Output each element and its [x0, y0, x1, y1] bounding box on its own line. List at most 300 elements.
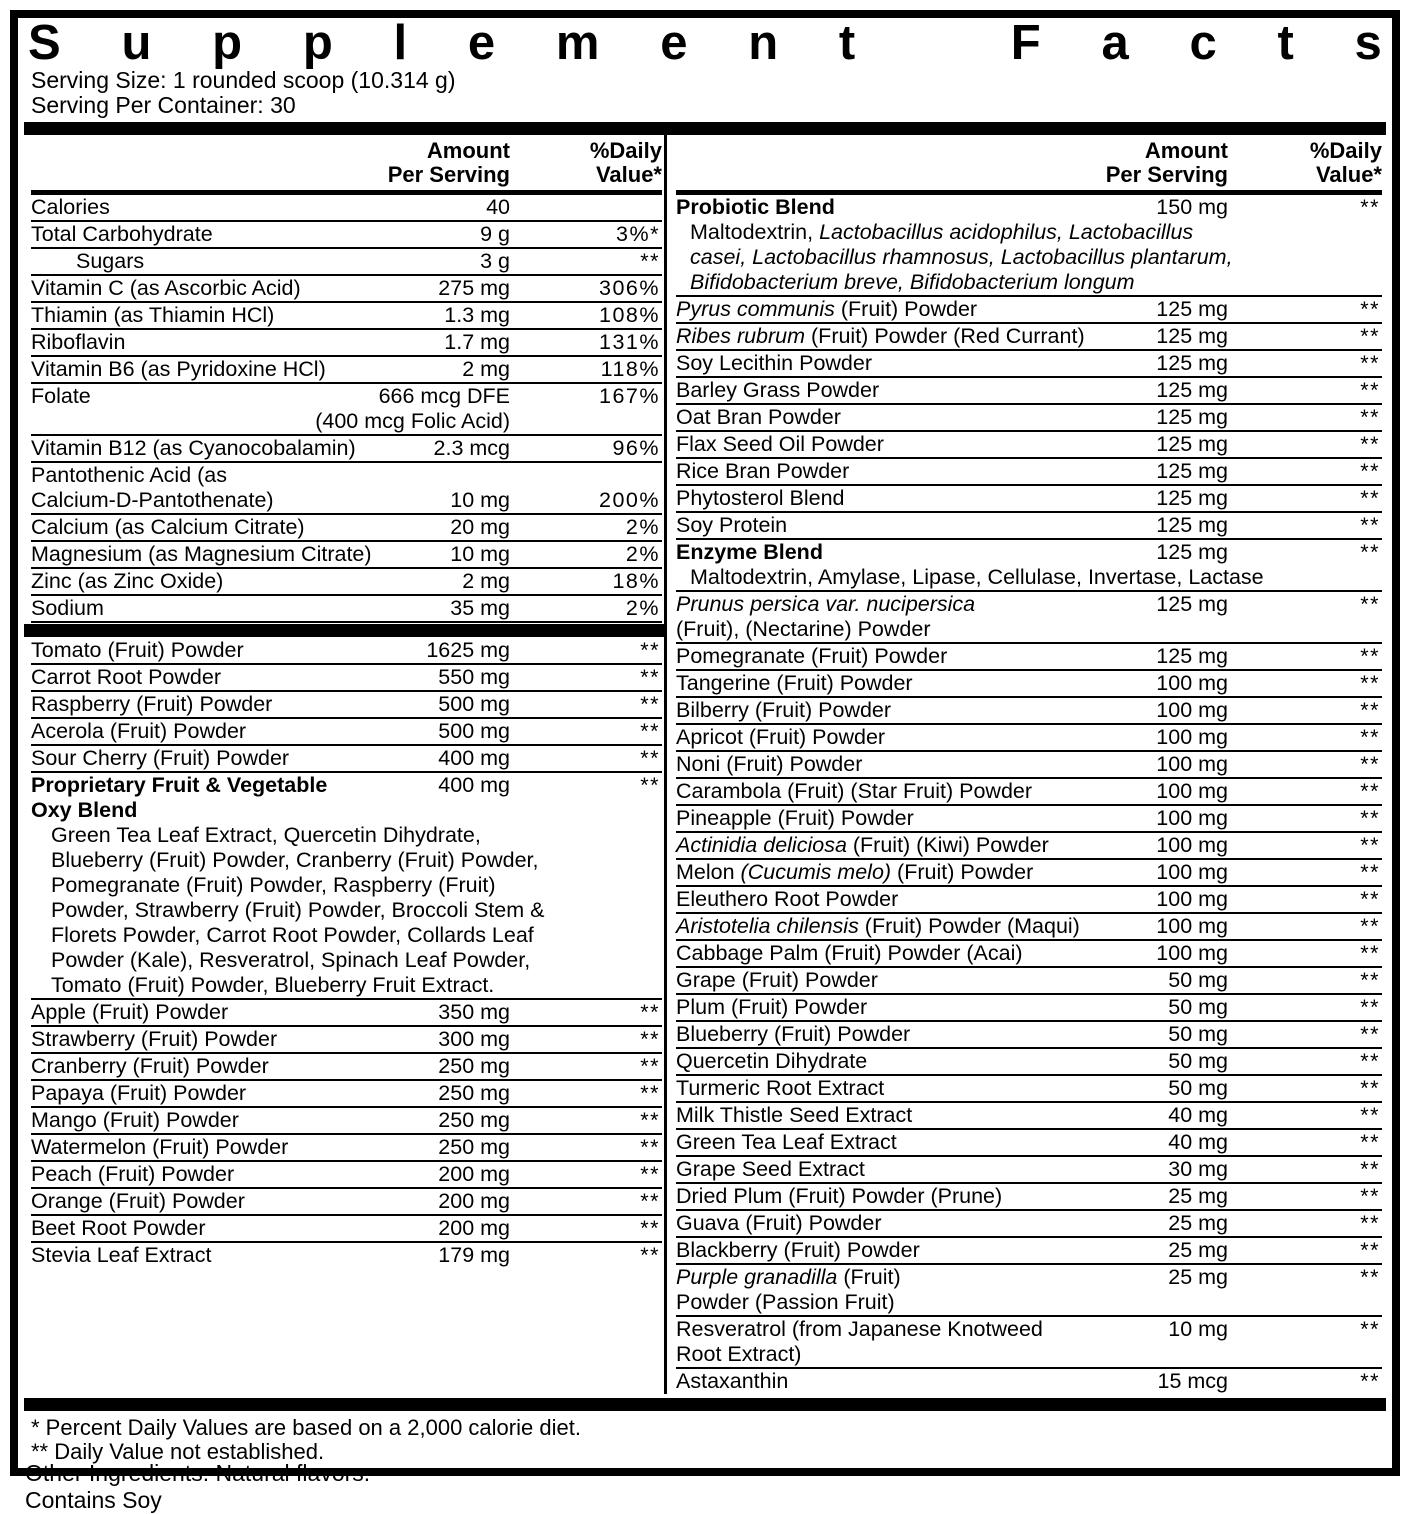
ingredient-row	[676, 914, 1382, 941]
ingredient-row	[31, 436, 662, 463]
ingredient-amount: 1625 mg	[426, 638, 510, 662]
ingredient-dv: **	[640, 638, 660, 662]
ingredient-dv: **	[1360, 833, 1380, 857]
ingredient-row	[676, 806, 1382, 833]
ingredient-dv: **	[1360, 405, 1380, 429]
ingredient-row	[31, 195, 662, 222]
left-ingredient-rows	[31, 195, 662, 1268]
amount-per-serving-header	[388, 139, 510, 187]
ingredient-dv: 3%*	[616, 222, 660, 246]
ingredient-amount: 200 mg	[438, 1162, 510, 1186]
ingredient-row	[31, 773, 662, 1000]
ingredient-line	[31, 692, 662, 717]
ingredient-name: Carambola (Fruit) (Star Fruit) Powder	[676, 779, 1033, 803]
ingredient-name: Guava (Fruit) Powder	[676, 1211, 882, 1235]
ingredient-amount: 666 mcg DFE	[378, 384, 510, 408]
ingredient-row	[676, 671, 1382, 698]
ingredient-amount: 125 mg	[1156, 405, 1228, 429]
ingredient-name: Vitamin B12 (as Cyanocobalamin)	[31, 436, 356, 460]
ingredient-dv: **	[640, 1108, 660, 1132]
ingredient-line	[676, 195, 1382, 220]
ingredient-amount: (400 mcg Folic Acid)	[315, 409, 510, 433]
divider-bar-bottom	[24, 1398, 1386, 1411]
ingredient-line	[676, 1342, 1382, 1367]
ingredient-dv: **	[1360, 1238, 1380, 1262]
ingredient-row	[31, 384, 662, 436]
ingredient-line	[676, 617, 1382, 642]
ingredient-dv: **	[1360, 671, 1380, 695]
ingredient-amount: 100 mg	[1156, 806, 1228, 830]
ingredient-name: Oxy Blend	[31, 798, 138, 822]
ingredient-line	[676, 351, 1382, 376]
ingredient-line	[31, 276, 662, 301]
ingredient-row	[676, 698, 1382, 725]
ingredient-name: (Fruit), (Nectarine) Powder	[676, 617, 931, 641]
ingredient-dv: **	[1360, 513, 1380, 537]
ingredient-dv: **	[1360, 914, 1380, 938]
blend-description-line: Green Tea Leaf Extract, Quercetin Dihydrate,	[51, 823, 481, 847]
ingredient-line	[676, 968, 1382, 993]
ingredient-line	[31, 195, 662, 220]
blend-description-line: Bifidobacterium breve, Bifidobacterium longum	[690, 270, 1135, 294]
ingredient-row	[31, 719, 662, 746]
ingredient-row	[676, 297, 1382, 324]
ingredient-name: Blackberry (Fruit) Powder	[676, 1238, 920, 1262]
ingredient-line	[31, 569, 662, 594]
ingredient-amount: 400 mg	[438, 746, 510, 770]
ingredient-amount: 100 mg	[1156, 725, 1228, 749]
ingredient-dv: **	[1360, 592, 1380, 616]
left-column	[24, 135, 664, 1394]
ingredient-name: Turmeric Root Extract	[676, 1076, 885, 1100]
ingredient-name: Stevia Leaf Extract	[31, 1243, 212, 1267]
ingredient-name: Zinc (as Zinc Oxide)	[31, 569, 224, 593]
daily-value-header	[510, 139, 662, 187]
ingredient-name: Calcium-D-Pantothenate)	[31, 488, 274, 512]
ingredient-name: Powder (Passion Fruit)	[676, 1290, 895, 1314]
ingredient-name: Beet Root Powder	[31, 1216, 206, 1240]
ingredient-row	[31, 569, 662, 596]
ingredient-amount: 2 mg	[462, 357, 510, 381]
blend-description-line: Maltodextrin, Amylase, Lipase, Cellulase, Invertase, Lactase	[690, 565, 1264, 589]
ingredient-line	[31, 1189, 662, 1214]
ingredient-row	[31, 1162, 662, 1189]
ingredient-amount: 25 mg	[1168, 1238, 1228, 1262]
ingredient-line	[676, 833, 1382, 858]
ingredient-dv: 306%	[599, 276, 660, 300]
ingredient-dv: 108%	[599, 303, 660, 327]
ingredient-name: Grape (Fruit) Powder	[676, 968, 878, 992]
blend-description-line: Powder, Strawberry (Fruit) Powder, Broccoli Stem &	[51, 898, 545, 922]
ingredient-amount: 100 mg	[1156, 914, 1228, 938]
ingredient-line	[31, 303, 662, 328]
ingredient-name: Soy Protein	[676, 513, 788, 537]
blend-description	[31, 823, 662, 998]
ingredient-row	[676, 1103, 1382, 1130]
ingredient-line	[676, 592, 1382, 617]
ingredient-dv: **	[640, 1135, 660, 1159]
ingredient-amount: 100 mg	[1156, 698, 1228, 722]
ingredient-dv: **	[640, 746, 660, 770]
ingredient-amount: 100 mg	[1156, 752, 1228, 776]
servings-per-container: Serving Per Container: 30	[31, 92, 296, 118]
ingredient-amount: 35 mg	[450, 596, 510, 620]
footnote-daily-value: * Percent Daily Values are based on a 2,000 calorie diet.	[31, 1415, 581, 1440]
ingredient-name: Barley Grass Powder	[676, 378, 880, 402]
ingredient-line	[676, 914, 1382, 939]
ingredient-name: Calories	[31, 195, 110, 219]
ingredient-line	[31, 719, 662, 744]
ingredient-row	[676, 941, 1382, 968]
ingredient-dv: **	[1360, 1157, 1380, 1181]
ingredient-name: Purple granadilla (Fruit)	[676, 1265, 901, 1289]
ingredient-row	[676, 1184, 1382, 1211]
below-panel-text	[25, 1460, 370, 1514]
ingredient-name: Aristotelia chilensis (Fruit) Powder (Maqui)	[676, 914, 1080, 938]
ingredient-amount: 100 mg	[1156, 941, 1228, 965]
ingredient-amount: 550 mg	[438, 665, 510, 689]
ingredient-dv	[1228, 1342, 1382, 1367]
ingredient-dv: **	[640, 1216, 660, 1240]
dv-header-line1: %Daily	[589, 138, 662, 163]
ingredient-dv: **	[640, 1027, 660, 1051]
ingredient-name: Sodium	[31, 596, 104, 620]
ingredient-dv	[1228, 617, 1382, 642]
ingredient-row	[31, 515, 662, 542]
right-column	[664, 135, 1386, 1394]
ingredient-amount: 1.3 mg	[444, 303, 510, 327]
dv-header-line2: Value*	[1315, 162, 1382, 187]
ingredient-row	[676, 486, 1382, 513]
footnote-not-established: ** Daily Value not established.	[31, 1439, 325, 1464]
ingredient-name: Tomato (Fruit) Powder	[31, 638, 244, 662]
divider-bar-top	[24, 122, 1386, 135]
ingredient-amount: 250 mg	[438, 1054, 510, 1078]
section-divider-bar	[24, 624, 664, 637]
ingredient-name: Total Carbohydrate	[31, 222, 213, 246]
ingredient-line	[676, 806, 1382, 831]
ingredient-line	[31, 488, 662, 513]
ingredient-dv: 118%	[600, 357, 660, 381]
ingredient-amount: 25 mg	[1168, 1184, 1228, 1208]
ingredient-name: Papaya (Fruit) Powder	[31, 1081, 247, 1105]
ingredient-row	[676, 1049, 1382, 1076]
ingredient-row	[31, 1108, 662, 1135]
ingredient-dv: 167%	[599, 384, 660, 408]
ingredient-name: Grape Seed Extract	[676, 1157, 865, 1181]
ingredient-name: Mango (Fruit) Powder	[31, 1108, 239, 1132]
ingredient-line	[31, 249, 662, 274]
ingredient-line	[31, 1054, 662, 1079]
ingredient-line	[676, 995, 1382, 1020]
ingredient-row	[31, 1000, 662, 1027]
ingredient-name: Watermelon (Fruit) Powder	[31, 1135, 289, 1159]
ingredient-dv: **	[1360, 725, 1380, 749]
ingredient-name: Green Tea Leaf Extract	[676, 1130, 897, 1154]
ingredient-amount: 30 mg	[1168, 1157, 1228, 1181]
amount-per-serving-header	[1106, 139, 1228, 187]
ingredient-dv: **	[1360, 1022, 1380, 1046]
ingredient-name: Cranberry (Fruit) Powder	[31, 1054, 269, 1078]
ingredient-line	[676, 459, 1382, 484]
ingredient-amount: 50 mg	[1168, 995, 1228, 1019]
ingredient-row	[676, 459, 1382, 486]
ingredient-name: Blueberry (Fruit) Powder	[676, 1022, 911, 1046]
ingredient-amount: 125 mg	[1156, 644, 1228, 668]
blend-description	[676, 565, 1382, 590]
ingredient-amount: 125 mg	[1156, 351, 1228, 375]
ingredient-name: Eleuthero Root Powder	[676, 887, 899, 911]
ingredient-dv: **	[1360, 297, 1380, 321]
ingredient-line	[676, 432, 1382, 457]
ingredient-amount: 125 mg	[1156, 324, 1228, 348]
ingredient-dv: 200%	[599, 488, 660, 512]
ingredient-amount: 50 mg	[1168, 1049, 1228, 1073]
ingredient-line	[676, 1184, 1382, 1209]
ingredient-name: Plum (Fruit) Powder	[676, 995, 868, 1019]
ingredient-name: Vitamin B6 (as Pyridoxine HCl)	[31, 357, 326, 381]
ingredient-dv: **	[640, 1081, 660, 1105]
ingredient-dv: **	[1360, 1184, 1380, 1208]
ingredient-amount: 125 mg	[1156, 297, 1228, 321]
ingredient-row	[31, 638, 662, 665]
ingredient-dv: **	[1360, 486, 1380, 510]
ingredient-line	[676, 1130, 1382, 1155]
ingredient-dv: **	[1360, 644, 1380, 668]
ingredient-dv: **	[640, 719, 660, 743]
ingredient-row	[31, 1243, 662, 1268]
ingredient-name: Flax Seed Oil Powder	[676, 432, 884, 456]
ingredient-name: Carrot Root Powder	[31, 665, 221, 689]
ingredient-row	[31, 222, 662, 249]
ingredient-line	[676, 779, 1382, 804]
ingredient-name: Prunus persica var. nucipersica	[676, 592, 976, 616]
ingredient-amount: 25 mg	[1168, 1211, 1228, 1235]
ingredient-dv: **	[640, 665, 660, 689]
ingredient-line	[676, 486, 1382, 511]
ingredient-amount: 275 mg	[438, 276, 510, 300]
ingredient-line	[31, 1000, 662, 1025]
dv-header-line2: Value*	[595, 162, 662, 187]
ingredient-row	[676, 592, 1382, 644]
ingredient-line	[676, 297, 1382, 322]
ingredient-name: Ribes rubrum (Fruit) Powder (Red Currant)	[676, 324, 1085, 348]
ingredient-line	[676, 1076, 1382, 1101]
contains-allergen: Contains Soy	[25, 1487, 162, 1513]
ingredient-dv: **	[1360, 1369, 1380, 1393]
ingredient-dv: **	[1360, 1211, 1380, 1235]
ingredient-name: Acerola (Fruit) Powder	[31, 719, 247, 743]
ingredient-line	[676, 405, 1382, 430]
ingredient-amount: 40 mg	[1168, 1103, 1228, 1127]
panel-title: S u p p l e m e n t F a c t s	[28, 16, 1382, 70]
ingredient-dv: **	[640, 1189, 660, 1213]
ingredient-line	[676, 1103, 1382, 1128]
ingredient-amount: 10 mg	[450, 542, 510, 566]
ingredient-line	[676, 1238, 1382, 1263]
ingredient-amount: 20 mg	[450, 515, 510, 539]
daily-value-header	[1228, 139, 1382, 187]
ingredient-name: Tangerine (Fruit) Powder	[676, 671, 913, 695]
ingredient-line	[676, 1369, 1382, 1394]
ingredient-row	[676, 779, 1382, 806]
ingredient-row	[676, 378, 1382, 405]
ingredient-amount: 2.3 mcg	[433, 436, 510, 460]
ingredient-row	[676, 324, 1382, 351]
ingredient-amount: 3 g	[480, 249, 510, 273]
ingredient-line	[31, 463, 662, 488]
ingredient-name: Soy Lecithin Powder	[676, 351, 872, 375]
ingredient-line	[31, 409, 662, 434]
ingredient-amount: 9 g	[480, 222, 510, 246]
ingredient-name: Folate	[31, 384, 91, 408]
ingredient-line	[31, 1135, 662, 1160]
ingredient-amount: 40 mg	[1168, 1130, 1228, 1154]
ingredient-dv: **	[640, 1000, 660, 1024]
ingredient-dv: **	[640, 1243, 660, 1267]
ingredient-row	[31, 463, 662, 515]
ingredient-name: Dried Plum (Fruit) Powder (Prune)	[676, 1184, 1003, 1208]
ingredient-name: Pineapple (Fruit) Powder	[676, 806, 914, 830]
ingredient-dv: **	[1360, 779, 1380, 803]
ingredient-amount: 2 mg	[462, 569, 510, 593]
ingredient-line	[676, 860, 1382, 885]
ingredient-dv: 131%	[599, 330, 660, 354]
ingredient-amount: 500 mg	[438, 719, 510, 743]
ingredient-row	[31, 692, 662, 719]
left-column-header	[31, 135, 662, 195]
ingredient-dv	[510, 463, 662, 488]
amount-header-line2: Per Serving	[1105, 162, 1228, 187]
ingredient-row	[31, 303, 662, 330]
ingredient-dv: **	[640, 249, 660, 273]
ingredient-amount: 125 mg	[1156, 513, 1228, 537]
ingredient-row	[31, 1216, 662, 1243]
ingredient-name: Cabbage Palm (Fruit) Powder (Acai)	[676, 941, 1023, 965]
ingredient-line	[676, 1049, 1382, 1074]
ingredient-name: Strawberry (Fruit) Powder	[31, 1027, 278, 1051]
ingredient-amount: 125 mg	[1156, 378, 1228, 402]
ingredient-line	[31, 638, 662, 663]
ingredient-row	[676, 995, 1382, 1022]
ingredient-line	[31, 1243, 662, 1268]
ingredient-amount: 125 mg	[1156, 592, 1228, 616]
ingredient-amount: 500 mg	[438, 692, 510, 716]
ingredient-line	[676, 1157, 1382, 1182]
ingredient-line	[31, 357, 662, 382]
ingredient-name: Calcium (as Calcium Citrate)	[31, 515, 305, 539]
ingredient-dv	[510, 798, 662, 823]
ingredient-name: Sugars	[76, 249, 145, 273]
ingredient-dv: **	[1360, 1317, 1380, 1341]
amount-header-line2: Per Serving	[387, 162, 510, 187]
ingredient-row	[31, 1054, 662, 1081]
ingredient-dv: **	[1360, 351, 1380, 375]
ingredient-name: Bilberry (Fruit) Powder	[676, 698, 892, 722]
ingredient-row	[31, 357, 662, 384]
ingredient-row	[31, 1189, 662, 1216]
ingredient-row	[31, 1135, 662, 1162]
ingredient-amount: 1.7 mg	[444, 330, 510, 354]
ingredient-amount: 15 mcg	[1157, 1369, 1228, 1393]
ingredient-line	[31, 436, 662, 461]
ingredient-name: Vitamin C (as Ascorbic Acid)	[31, 276, 301, 300]
ingredient-amount: 200 mg	[438, 1216, 510, 1240]
ingredient-dv: **	[640, 1054, 660, 1078]
ingredient-line	[31, 1081, 662, 1106]
ingredients-columns	[24, 135, 1386, 1394]
ingredient-row	[31, 665, 662, 692]
blend-description-line: Tomato (Fruit) Powder, Blueberry Fruit Extract.	[51, 973, 495, 997]
ingredient-line	[31, 384, 662, 409]
ingredient-row	[31, 542, 662, 569]
ingredient-name: Rice Bran Powder	[676, 459, 850, 483]
ingredient-row	[31, 596, 662, 623]
ingredient-amount: 100 mg	[1156, 779, 1228, 803]
ingredient-row	[31, 746, 662, 773]
ingredient-line	[31, 1162, 662, 1187]
ingredient-name: Magnesium (as Magnesium Citrate)	[31, 542, 372, 566]
ingredient-dv: **	[640, 1162, 660, 1186]
ingredient-row	[31, 330, 662, 357]
ingredient-name: Apricot (Fruit) Powder	[676, 725, 886, 749]
ingredient-amount: 150 mg	[1156, 195, 1228, 219]
ingredient-row	[676, 887, 1382, 914]
ingredient-dv: **	[1360, 806, 1380, 830]
supplement-facts-panel	[10, 10, 1400, 1476]
ingredient-amount: 100 mg	[1156, 671, 1228, 695]
ingredient-line	[676, 324, 1382, 349]
ingredient-line	[31, 1108, 662, 1133]
ingredient-dv	[510, 195, 662, 220]
ingredient-line	[31, 1027, 662, 1052]
ingredient-name: Pomegranate (Fruit) Powder	[676, 644, 948, 668]
ingredient-dv: **	[1360, 540, 1380, 564]
ingredient-line	[31, 746, 662, 771]
right-ingredient-rows	[676, 195, 1382, 1394]
right-column-header	[676, 135, 1382, 195]
ingredient-name: Raspberry (Fruit) Powder	[31, 692, 273, 716]
ingredient-name: Phytosterol Blend	[676, 486, 845, 510]
ingredient-name: Milk Thistle Seed Extract	[676, 1103, 913, 1127]
ingredient-name: Probiotic Blend	[676, 195, 835, 219]
ingredient-dv: 2%	[625, 542, 660, 566]
blend-description-line: Blueberry (Fruit) Powder, Cranberry (Fruit) Powder,	[51, 848, 539, 872]
amount-header-line1: Amount	[1144, 138, 1228, 163]
blend-description	[676, 220, 1382, 295]
ingredient-amount: 125 mg	[1156, 486, 1228, 510]
ingredient-amount: 400 mg	[438, 773, 510, 797]
serving-size: Serving Size: 1 rounded scoop (10.314 g)	[31, 67, 456, 93]
ingredient-name: Apple (Fruit) Powder	[31, 1000, 229, 1024]
ingredient-amount: 100 mg	[1156, 860, 1228, 884]
ingredient-line	[31, 773, 662, 798]
ingredient-dv: **	[1360, 698, 1380, 722]
ingredient-line	[676, 540, 1382, 565]
ingredient-line	[676, 941, 1382, 966]
spacer	[676, 139, 1106, 187]
ingredient-amount: 50 mg	[1168, 1022, 1228, 1046]
ingredient-dv: **	[1360, 1103, 1380, 1127]
ingredient-dv: **	[1360, 887, 1380, 911]
ingredient-name: Oat Bran Powder	[676, 405, 841, 429]
ingredient-line	[676, 887, 1382, 912]
ingredient-name: Pyrus communis (Fruit) Powder	[676, 297, 978, 321]
ingredient-line	[676, 1022, 1382, 1047]
ingredient-line	[31, 798, 662, 823]
ingredient-row	[676, 1022, 1382, 1049]
blend-description-line: Florets Powder, Carrot Root Powder, Collards Leaf	[51, 923, 534, 947]
